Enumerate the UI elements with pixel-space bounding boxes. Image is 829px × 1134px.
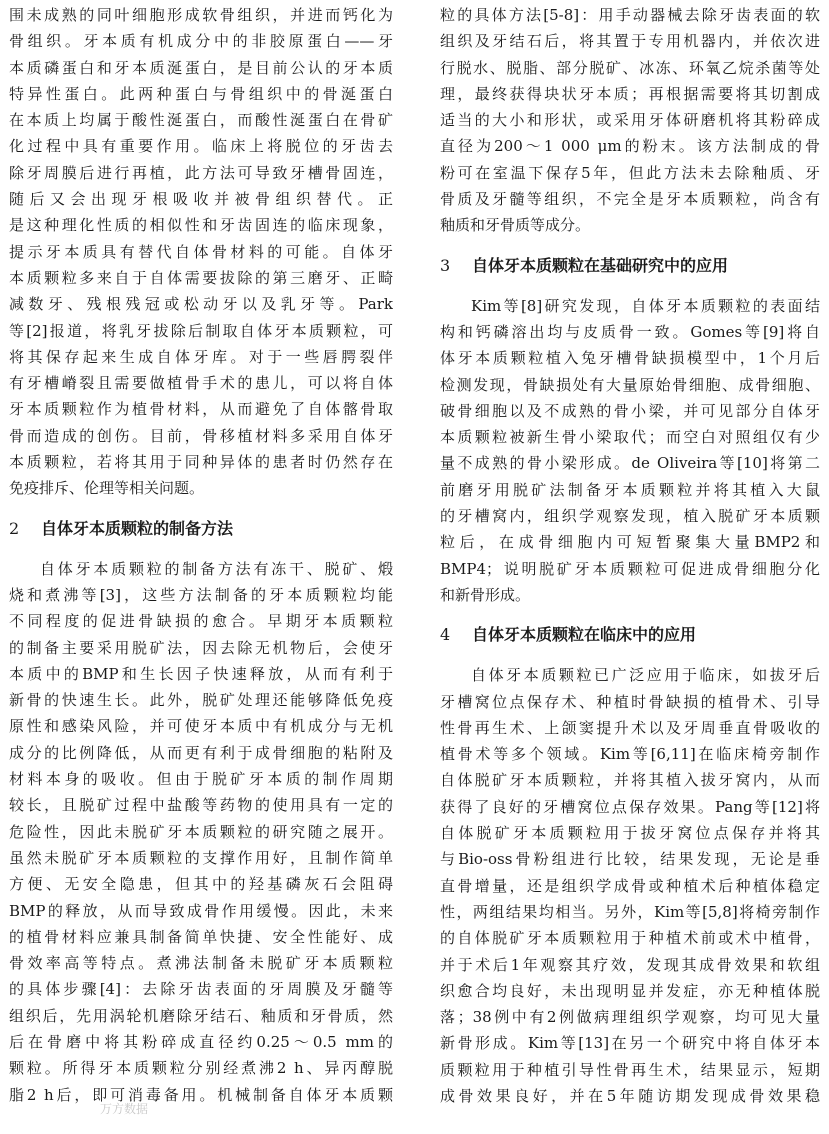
section-number: 4 (440, 625, 451, 645)
text-line: 在本质上均属于酸性涎蛋白，而酸性涎蛋白在骨矿 (9, 111, 393, 130)
text-line: 的植骨材料应兼具制备简单快捷、安全性能好、成 (9, 927, 393, 946)
text-line: 粉可在室温下保存5年，但此方法未去除釉质、牙 (440, 163, 820, 182)
text-line: 本质磷蛋白和牙本质涎蛋白，是目前公认的牙本质 (9, 58, 393, 77)
text-line: 植骨术等多个领域。Kim等[6,11]在临床椅旁制作 (440, 745, 820, 764)
right-text-column (440, 2, 820, 1109)
text-line: 行脱水、脱脂、部分脱矿、冰冻、环氧乙烷杀菌等处 (440, 58, 820, 77)
text-line: 体牙本质颗粒植入兔牙槽骨缺损模型中，1个月后 (440, 349, 820, 368)
text-line: 免疫排斥、伦理等相关问题。 (9, 479, 205, 498)
text-line: 直径为200～1 000 μm的粉末。该方法制成的骨 (440, 137, 820, 156)
text-line: 性，两组结果均相当。另外，Kim等[5,8]将椅旁制作 (440, 902, 820, 921)
text-line: 骨质及牙髓等组织，不完全是牙本质颗粒，尚含有 (440, 190, 820, 209)
text-line: 是这种理化性质的相似性和牙齿固连的临床现象， (9, 216, 393, 235)
text-line: 新骨的快速生长。此外，脱矿处理还能够降低免疫 (9, 691, 393, 710)
text-line: 脂2 h后，即可消毒备用。机械制备自体牙本质颗 (9, 1085, 393, 1104)
text-line: 后在骨磨中将其粉碎成直径约0.25～0.5 mm的 (9, 1032, 393, 1051)
text-line: 粒的具体方法[5-8]：用手动器械去除牙齿表面的软 (440, 6, 820, 24)
text-line: Kim等[8]研究发现，自体牙本质颗粒的表面结 (471, 296, 820, 315)
text-line: 提示牙本质具有替代自体骨材料的可能。自体牙 (9, 242, 393, 261)
section-title: 自体牙本质颗粒在临床中的应用 (472, 625, 697, 645)
section-heading (440, 621, 820, 649)
text-line: 不同程度的促进骨缺损的愈合。早期牙本质颗粒 (9, 612, 393, 631)
left-text-column (9, 2, 393, 1108)
text-line: 围未成熟的同叶细胞形成软骨组织，并进而钙化为 (9, 6, 393, 24)
text-line: 较长，且脱矿过程中盐酸等药物的使用具有一定的 (9, 796, 393, 815)
text-line: 性骨再生术、上颌窦提升术以及牙周垂直骨吸收的 (440, 718, 820, 737)
text-line: 危险性，因此未脱矿牙本质颗粒的研究随之展开。 (9, 822, 393, 841)
text-line: 骨组织。牙本质有机成分中的非胶原蛋白——牙 (9, 32, 393, 51)
text-line: 烧和煮沸等[3]，这些方法制备的牙本质颗粒均能 (9, 585, 393, 604)
text-line: 质颗粒用于种植引导性骨再生术，结果显示，短期 (440, 1060, 820, 1079)
text-line: 牙本质颗粒作为植骨材料，从而避免了自体髂骨取 (9, 400, 393, 419)
text-line: 自体脱矿牙本质颗粒，并将其植入拔牙窝内，从而 (440, 771, 820, 790)
text-line: 的制备主要采用脱矿法，因去除无机物后，会使牙 (9, 638, 393, 657)
text-line: 适当的大小和形状，或采用牙体研磨机将其粉碎成 (440, 111, 820, 130)
text-line: 的自体脱矿牙本质颗粒用于种植术前或术中植骨， (440, 929, 820, 948)
text-line: 有牙槽嵴裂且需要做植骨手术的患儿，可以将自体 (9, 374, 393, 393)
text-line: 落；38例中有2例做病理组织学观察，均可见大量 (440, 1008, 820, 1027)
text-line: 成骨效果良好，并在5年随访期发现成骨效果稳 (440, 1086, 820, 1105)
section-heading (9, 515, 393, 543)
text-line: 的具体步骤[4]：去除牙齿表面的牙周膜及牙髓等 (9, 980, 393, 999)
section-heading (440, 252, 820, 280)
text-line: 骨效率高等特点。煮沸法制备未脱矿牙本质颗粒 (9, 954, 393, 973)
text-line: 并于术后1年观察其疗效，发现其成骨效果和软组 (440, 955, 820, 974)
section-title: 自体牙本质颗粒的制备方法 (41, 518, 234, 538)
text-line: 釉质和牙骨质等成分。 (440, 216, 591, 235)
text-line: 理，最终获得块状牙本质；再根据需要将其切割成 (440, 84, 820, 103)
text-line: 颗粒。所得牙本质颗粒分别经煮沸2 h、异丙醇脱 (9, 1059, 393, 1078)
text-line: 方便、无安全隐患，但其中的羟基磷灰石会阻碍 (9, 875, 393, 894)
text-line: 材料本身的吸收。但由于脱矿牙本质的制作周期 (9, 770, 393, 789)
text-line: 化过程中具有重要作用。临床上将脱位的牙齿去 (9, 137, 393, 156)
text-line: 本质颗粒多来自于自体需要拔除的第三磨牙、正畸 (9, 268, 393, 287)
text-line: 获得了良好的牙槽窝位点保存效果。Pang等[12]将 (440, 797, 820, 816)
text-line: 新骨形成。Kim等[13]在另一个研究中将自体牙本 (440, 1034, 820, 1053)
text-line: 自体牙本质颗粒已广泛应用于临床，如拔牙后 (471, 666, 820, 685)
text-line: 除牙周膜后进行再植，此方法可导致牙槽骨固连， (9, 163, 393, 182)
text-line: 等[2]报道，将乳牙拔除后制取自体牙本质颗粒，可 (9, 321, 393, 340)
text-line: 原性和感染风险，并可使牙本质中有机成分与无机 (9, 717, 393, 736)
text-line: 虽然未脱矿牙本质颗粒的支撑作用好，且制作简单 (9, 848, 393, 867)
watermark: 万方数据 (100, 1102, 149, 1116)
text-line: 和新骨形成。 (440, 585, 531, 604)
section-number: 2 (9, 518, 20, 538)
text-line: 本质颗粒，若将其用于同种异体的患者时仍然存在 (9, 453, 393, 472)
text-line: 随后又会出现牙根吸收并被骨组织替代。正 (9, 190, 393, 209)
text-line: 构和钙磷溶出均与皮质骨一致。Gomes等[9]将自 (440, 322, 820, 341)
text-line: 牙槽窝位点保存术、种植时骨缺损的植骨术、引导 (440, 692, 820, 711)
text-line: 检测发现，骨缺损处有大量原始骨细胞、成骨细胞、 (440, 375, 820, 394)
text-line: BMP的释放，从而导致成骨作用缓慢。因此，未来 (9, 901, 393, 920)
text-line: 骨而造成的创伤。目前，骨移植材料多采用自体牙 (9, 426, 393, 445)
text-line: 粒后，在成骨细胞内可短暂聚集大量BMP2和 (440, 533, 820, 552)
text-line: 将其保存起来生成自体牙库。对于一些唇腭裂伴 (9, 347, 393, 366)
section-number: 3 (440, 255, 451, 275)
text-line: 直骨增量，还是组织学成骨或种植术后种植体稳定 (440, 876, 820, 895)
text-line: 组织后，先用涡轮机磨除牙结石、釉质和牙骨质，然 (9, 1006, 393, 1025)
text-line: 自体脱矿牙本质颗粒用于拔牙窝位点保存并将其 (440, 824, 820, 843)
section-title: 自体牙本质颗粒在基础研究中的应用 (472, 255, 729, 275)
text-line: BMP4；说明脱矿牙本质颗粒可促进成骨细胞分化 (440, 559, 820, 578)
text-line: 成分的比例降低，从而更有利于成骨细胞的粘附及 (9, 743, 393, 762)
text-line: 特异性蛋白。此两种蛋白与骨组织中的骨涎蛋白 (9, 84, 393, 103)
text-line: 的牙槽窝内，组织学观察发现，植入脱矿牙本质颗 (440, 507, 820, 526)
text-line: 织愈合均良好，未出现明显并发症，亦无种植体脱 (440, 981, 820, 1000)
text-line: 自体牙本质颗粒的制备方法有冻干、脱矿、煅 (40, 559, 393, 578)
text-line: 减数牙、残根残冠或松动牙以及乳牙等。Park (9, 295, 393, 314)
text-line: 组织及牙结石后，将其置于专用机器内，并依次进 (440, 32, 820, 51)
text-line: 前磨牙用脱矿法制备牙本质颗粒并将其植入大鼠 (440, 480, 820, 499)
text-line: 量不成熟的骨小梁形成。de Oliveira等[10]将第二 (440, 454, 820, 473)
text-line: 与Bio-oss骨粉组进行比较，结果发现，无论是垂 (440, 850, 820, 869)
text-line: 本质中的BMP和生长因子快速释放，从而有利于 (9, 664, 393, 683)
text-line: 本质颗粒被新生骨小梁取代；而空白对照组仅有少 (440, 428, 820, 447)
text-line: 破骨细胞以及不成熟的骨小梁，并可见部分自体牙 (440, 401, 820, 420)
